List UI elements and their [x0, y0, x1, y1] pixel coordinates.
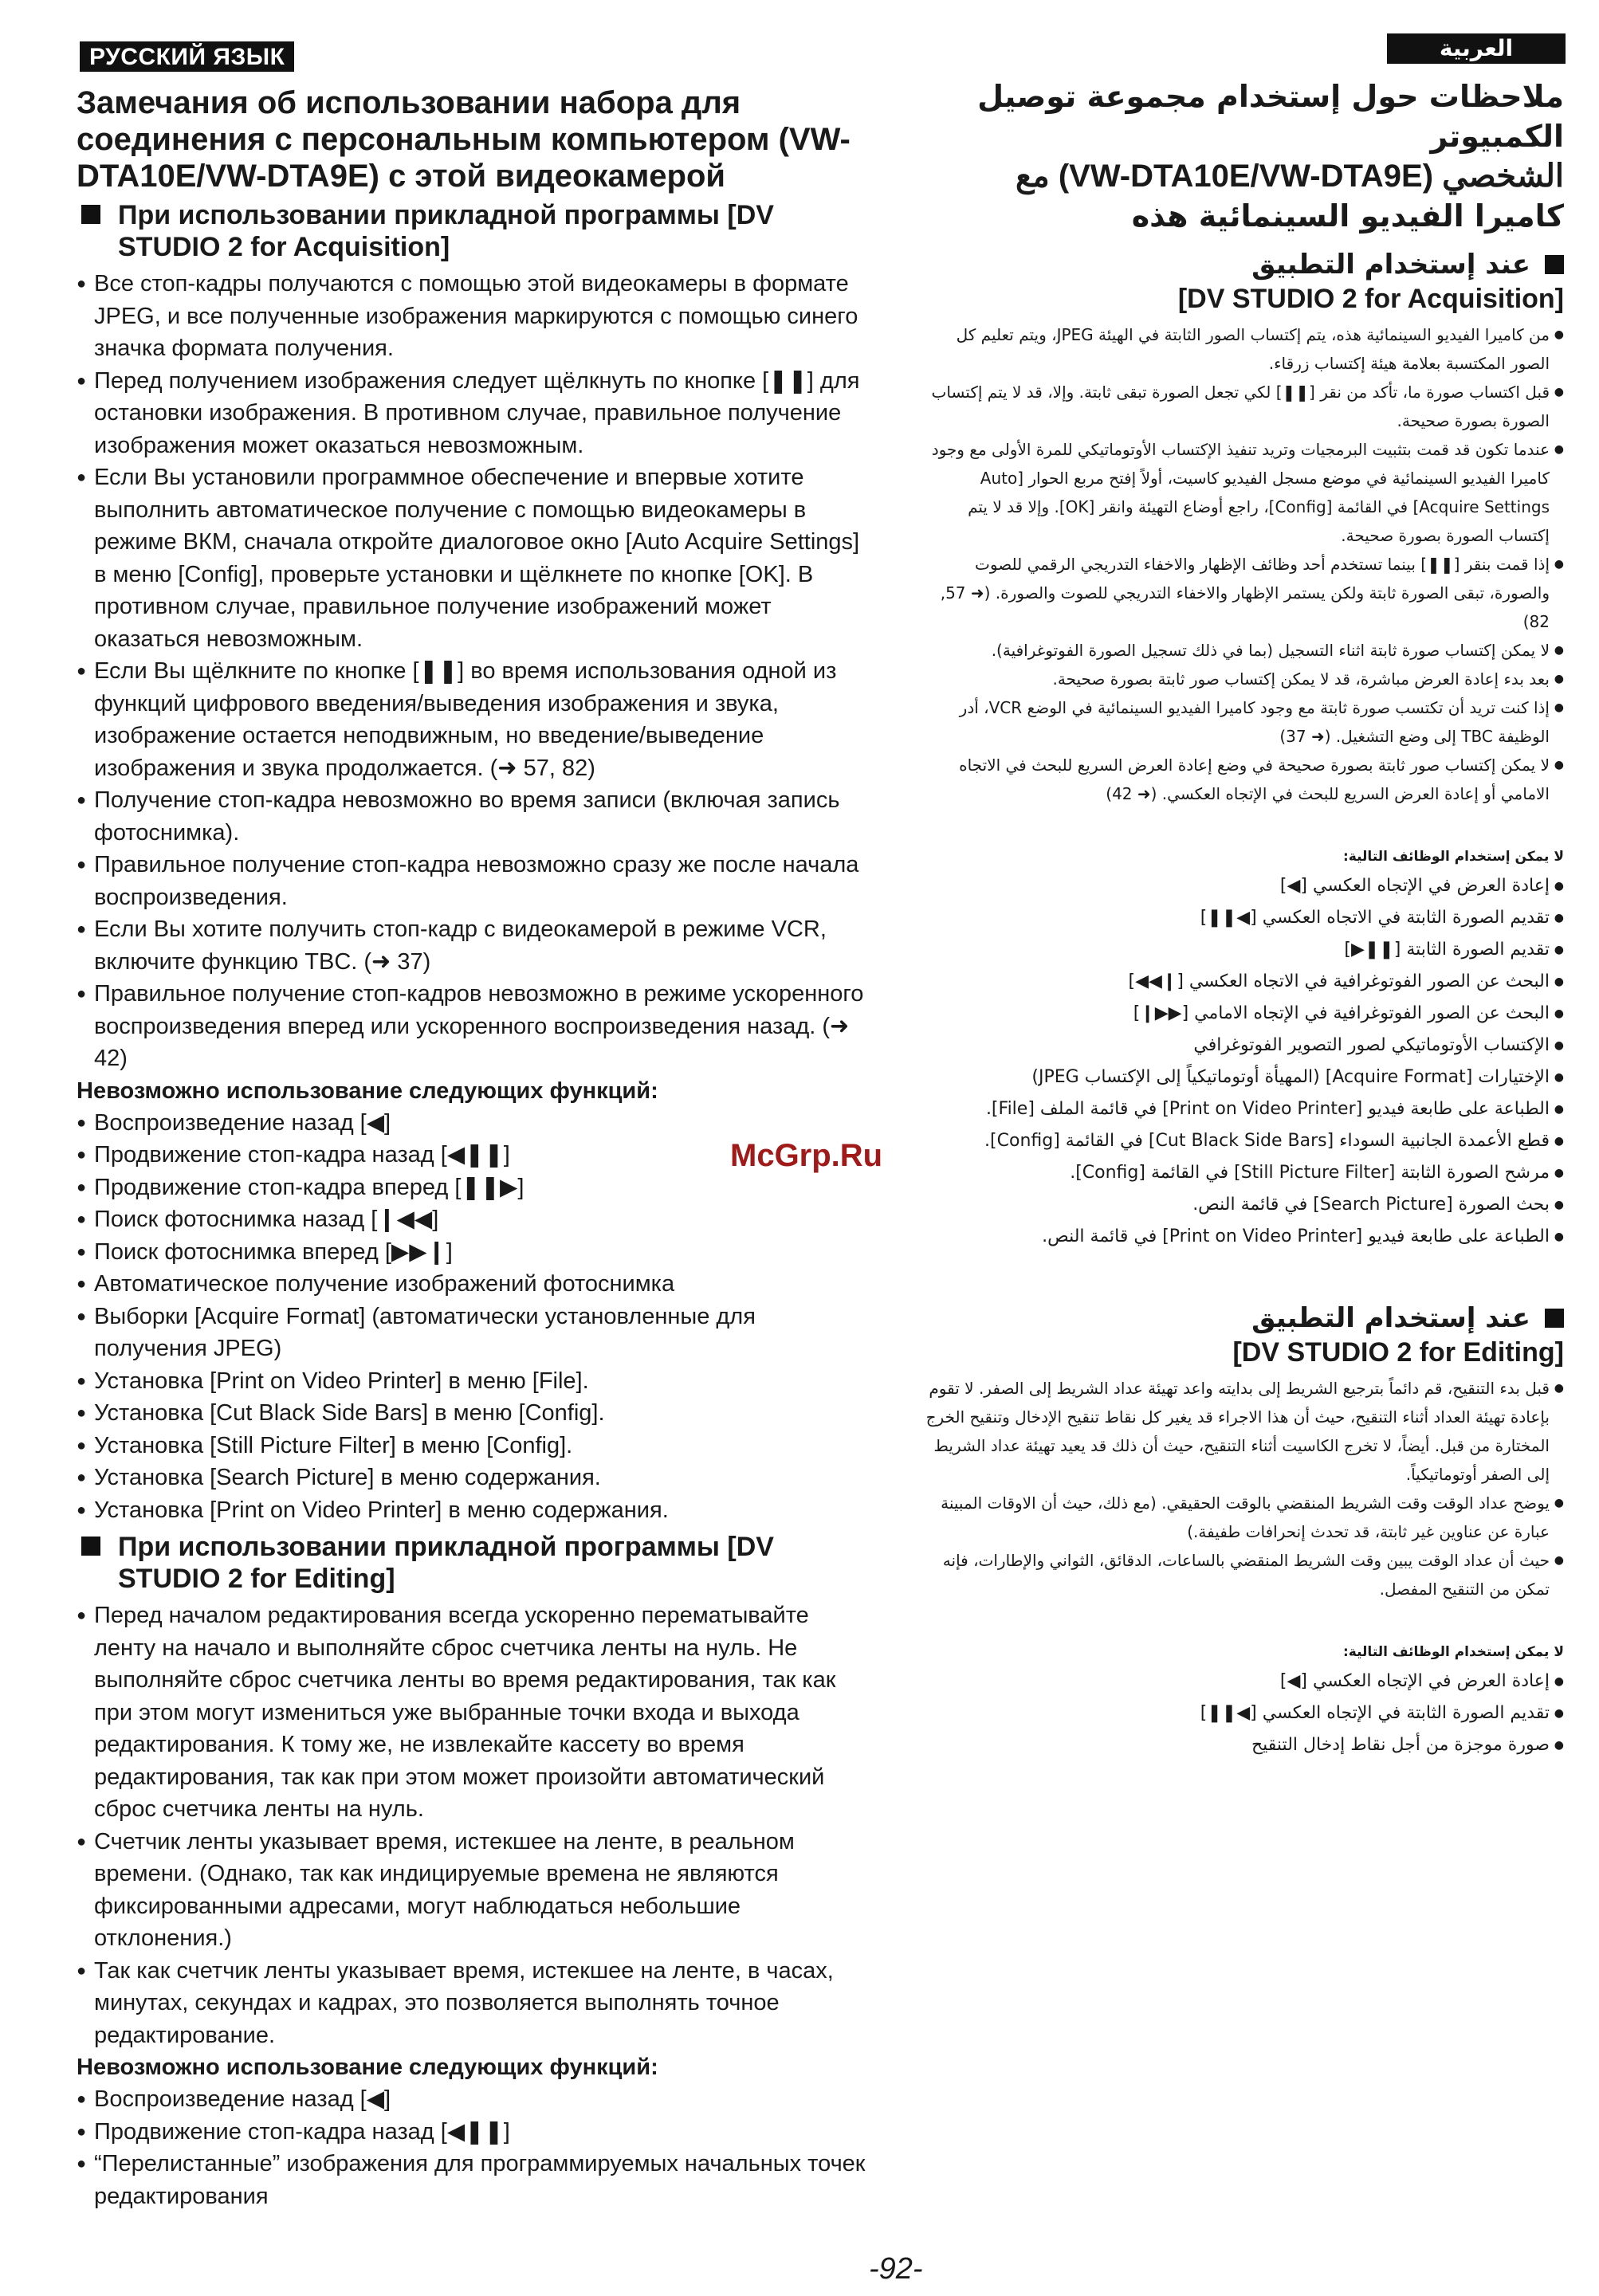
list-item: ● الطباعة على طابعة فيديو [Print on Video Printer] في قائمة النص. — [917, 1221, 1564, 1253]
arabic-section-acquisition-subtitle: [DV STUDIO 2 for Acquisition] — [1177, 284, 1564, 314]
arabic-title-line-2: الشخصي (VW-DTA10E/VW-DTA9E) مع — [1015, 159, 1564, 194]
list-item: ● البحث عن الصور الفوتوغرافية في الاتجاه العكسي [❙◀◀] — [917, 966, 1564, 998]
list-item: ● Счетчик ленты указывает время, истекшее на ленте, в реальном времени. (Однако, так как индицируемые времена не являются фиксированными адресами, могут наблюдаться небольшие отклонения.) — [77, 1826, 866, 1955]
list-item: ● بحث الصورة [Search Picture] في قائمة النص. — [917, 1189, 1564, 1221]
list-item: ● Все стоп-кадры получаются с помощью этой видеокамеры в формате JPEG, и все полученные изображения маркируются с помощью синего значка формата получения. — [77, 268, 866, 365]
list-item: ● Продвижение стоп-кадра вперед [❚❚▶] — [77, 1172, 866, 1204]
russian-editing-notes — [77, 1599, 866, 2051]
list-item: ● Продвижение стоп-кадра назад [◀❚❚] — [77, 1139, 866, 1172]
list-item: ● Поиск фотоснимка вперед [▶▶❙] — [77, 1236, 866, 1269]
arabic-section-editing-subtitle: [DV STUDIO 2 for Editing] — [1232, 1337, 1564, 1368]
page-number: -92- — [869, 2252, 923, 2286]
arabic-title-line-3: كاميرا الفيديو السينمائية هذه — [1131, 198, 1564, 234]
russian-unavailable-functions-heading: Невозможно использование следующих функций: — [77, 1077, 658, 1104]
watermark: McGrp.Ru — [730, 1138, 883, 1173]
list-item: ● بعد بدء إعادة العرض مباشرة، قد لا يمكن إكتساب صور ثابتة بصورة صحيحة. — [917, 665, 1564, 693]
list-item: ● عندما تكون قد قمت بتثبيت البرمجيات وتريد تنفيذ الإكتساب الأوتوماتيكي للمرة الأولى مع وجود كاميرا الفيديو السينمائية في موضع مسجل الفيديو كاسيت، أولاً إفتح مربع الحوار [Auto Acquire Settings] في القائمة [Config]، راجع أوضاع التهيئة وانقر [OK]. وإلا قد لا يتم إكتساب الصورة بصورة صحيحة. — [917, 435, 1564, 550]
list-item: ● لا يمكن إكتساب صورة ثابتة اثناء التسجيل (بما في ذلك تسجيل الصورة الفوتوغرافية). — [917, 636, 1564, 665]
list-item: ● Получение стоп-кадра невозможно во время записи (включая запись фотоснимка). — [77, 784, 866, 849]
arabic-unavailable-functions-list-2 — [917, 1666, 1564, 1761]
list-item: ● إذا قمت بنقر [❚❚] بينما تستخدم أحد وظائف الإظهار والاخفاء التدريجي الرقمي للصوت والصورة، تبقى الصورة ثابتة ولكن يستمر الإظهار والاخفاء التدريجي للصوت والصورة. (➜ 57, 82) — [917, 550, 1564, 636]
list-item: ● Правильное получение стоп-кадра невозможно сразу же после начала воспроизведения. — [77, 849, 866, 913]
list-item: ● الطباعة على طابعة فيديو [Print on Video Printer] في قائمة الملف [File]. — [917, 1093, 1564, 1125]
list-item: ● Если Вы хотите получить стоп-кадр с видеокамерой в режиме VCR, включите функцию TBC. (➜ 37) — [77, 913, 866, 978]
list-item: ● لا يمكن إكتساب صور ثابتة بصورة صحيحة في وضع إعادة العرض السريع للبحث في الاتجاه الامامي أو إعادة العرض السريع للبحث في الإتجاه العكسي. (➜ 42) — [917, 751, 1564, 808]
list-item: ● تقديم الصورة الثابتة في الإتجاه العكسي [◀❚❚] — [917, 1697, 1564, 1729]
list-item: ● إعادة العرض في الإتجاه العكسي [◀] — [917, 1666, 1564, 1697]
russian-language-tag: РУССКИЙ ЯЗЫК — [80, 41, 294, 72]
arabic-title-line-1: ملاحظات حول إستخدام مجموعة توصيل الكمبيوتر — [977, 79, 1564, 154]
list-item: ● Воспроизведение назад [◀] — [77, 1107, 866, 1140]
list-item: ● Установка [Cut Black Side Bars] в меню [Config]. — [77, 1397, 866, 1430]
list-item: ● تقديم الصورة الثابتة [❚❚▶] — [917, 934, 1564, 966]
arabic-editing-notes — [917, 1374, 1564, 1603]
list-item: ● Если Вы установили программное обеспечение и впервые хотите выполнить автоматическое получение с помощью видеокамеры в режиме ВКМ, сначала откройте диалоговое окно [Auto Acquire Settings] в меню [Config], проверьте установки и щёлкнете по кнопке [OK]. В противном случае, правильное получение изображений может оказаться невозможным. — [77, 461, 866, 655]
list-item: ● Продвижение стоп-кадра назад [◀❚❚] — [77, 2116, 866, 2149]
arabic-unavailable-functions-heading-2: لا يمكن إستخدام الوظائف التالية: — [1343, 1644, 1564, 1660]
list-item: ● حيث أن عداد الوقت يبين وقت الشريط المنقضي بالساعات، الدقائق، الثواني والإطارات، فإنه تمكن من التنقيح المفصل. — [917, 1546, 1564, 1603]
list-item: ● Установка [Print on Video Printer] в меню [File]. — [77, 1365, 866, 1398]
list-item: ● تقديم الصورة الثابتة في الاتجاه العكسي [◀❚❚] — [917, 902, 1564, 934]
list-item: ● الإختيارات [Acquire Format] (المهيأة أوتوماتيكياً إلى الإكتساب JPEG) — [917, 1062, 1564, 1093]
russian-unavailable-functions-list-2 — [77, 2083, 866, 2212]
arabic-acquisition-notes — [917, 320, 1564, 808]
russian-section-editing-heading: При использовании прикладной программы [DV STUDIO 2 for Editing] — [77, 1531, 866, 1595]
list-item: ● Так как счетчик ленты указывает время, истекшее на ленте, в часах, минутах, секундах и кадрах, это позволяется выполнять точное редактирование. — [77, 1955, 866, 2052]
russian-acquisition-notes — [77, 268, 866, 1075]
arabic-unavailable-functions-heading: لا يمكن إستخدام الوظائف التالية: — [1343, 849, 1564, 865]
list-item: ● قطع الأعمدة الجانبية السوداء [Cut Black Side Bars] في القائمة [Config]. — [917, 1125, 1564, 1157]
list-item: ● صورة موجزة من أجل نقاط إدخال التنقيح — [917, 1729, 1564, 1761]
list-item: ● الإكتساب الأوتوماتيكي لصور التصوير الفوتوغرافي — [917, 1030, 1564, 1062]
list-item: ● إذا كنت تريد أن تكتسب صورة ثابتة مع وجود كاميرا الفيديو السينمائية في الوضع VCR، أدر الوظيفة TBC إلى وضع التشغيل. (➜ 37) — [917, 693, 1564, 751]
list-item: ● Установка [Search Picture] в меню содержания. — [77, 1462, 866, 1494]
arabic-section-editing-heading: عند إستخدام التطبيق — [917, 1301, 1564, 1336]
list-item: ● يوضح عداد الوقت وقت الشريط المنقضي بالوقت الحقيقي. (مع ذلك، حيث أن الاوقات المبينة عبارة عن عناوين غير ثابتة، قد تحدث إنحرافات طفيفة.) — [917, 1489, 1564, 1546]
list-item: ● Поиск фотоснимка назад [❙◀◀] — [77, 1203, 866, 1236]
list-item: ● Установка [Print on Video Printer] в меню содержания. — [77, 1494, 866, 1527]
list-item: ● قبل بدء التنقيح، قم دائماً بترجيع الشريط إلى بدايته واعد تهيئة عداد الشريط إلى الصفر. لا تقوم بإعادة تهيئة العداد أثناء التنقيح، حيث أن هذا الاجراء قد يغير كل نقاط تنقيح الإدخال وتنقيح الخرج المختارة من قبل. أيضاً، لا تخرج الكاسيت أثناء التنقيح، حيث أن ذلك قد يعيد تهيئة عداد الشريط إلى الصفر أوتوماتيكياً. — [917, 1374, 1564, 1489]
list-item: ● “Перелистанные” изображения для программируемых начальных точек редактирования — [77, 2148, 866, 2212]
list-item: ● Если Вы щёлкните по кнопке [❚❚] во время использования одной из функций цифрового введения/выведения изображения и звука, изображение остается неподвижным, но введение/выведение изображения и звука продолжается. (➜ 57, 82) — [77, 655, 866, 784]
arabic-column — [917, 77, 1564, 1761]
russian-section-acquisition-heading: При использовании прикладной программы [DV STUDIO 2 for Acquisition] — [77, 199, 866, 263]
arabic-section-acquisition-heading: عند إستخدام التطبيق — [917, 247, 1564, 282]
list-item: ● Установка [Still Picture Filter] в меню [Config]. — [77, 1430, 866, 1462]
list-item: ● Воспроизведение назад [◀] — [77, 2083, 866, 2116]
arabic-unavailable-functions-list — [917, 870, 1564, 1253]
list-item: ● إعادة العرض في الإتجاه العكسي [◀] — [917, 870, 1564, 902]
list-item: ● البحث عن الصور الفوتوغرافية في الإتجاه الامامي [▶▶❙] — [917, 998, 1564, 1030]
russian-title: Замечания об использовании набора для соединения с персональным компьютером (VW-DTA10E/VW-DTA9E) с этой видеокамерой — [77, 85, 851, 194]
list-item: ● Перед началом редактирования всегда ускоренно перематывайте ленту на начало и выполняйте сброс счетчика ленты на нуль. Не выполняйте сброс счетчика ленты во время редактирования, так как при этом могут измениться уже выбранные точки входа и выхода редактирования. К тому же, не извлекайте кассету во время редактирования, так как при этом может произойти автоматический сброс счетчика ленты на нуль. — [77, 1599, 866, 1826]
list-item: ● Перед получением изображения следует щёлкнуть по кнопке [❚❚] для остановки изображения. В противном случае, правильное получение изображения может оказаться невозможным. — [77, 365, 866, 462]
russian-unavailable-functions-heading-2: Невозможно использование следующих функций: — [77, 2055, 658, 2080]
arabic-language-tag: العربية — [1387, 33, 1566, 64]
list-item: ● Выборки [Acquire Format] (автоматически установленные для получения JPEG) — [77, 1301, 866, 1365]
list-item: ● مرشح الصورة الثابتة [Still Picture Filter] في القائمة [Config]. — [917, 1157, 1564, 1189]
list-item: ● من كاميرا الفيديو السينمائية هذه، يتم إكتساب الصور الثابتة في الهيئة JPEG، ويتم تعليم كل الصور المكتسبة بعلامة هيئة إكتساب زرقاء. — [917, 320, 1564, 378]
list-item: ● Автоматическое получение изображений фотоснимка — [77, 1268, 866, 1301]
list-item: ● قبل اكتساب صورة ما، تأكد من نقر [❚❚] لكي تجعل الصورة تبقى ثابتة. وإلا، قد لا يتم إكتساب الصورة بصورة صحيحة. — [917, 378, 1564, 435]
list-item: ● Правильное получение стоп-кадров невозможно в режиме ускоренного воспроизведения вперед или ускоренного воспроизведения назад. (➜ 42) — [77, 978, 866, 1075]
